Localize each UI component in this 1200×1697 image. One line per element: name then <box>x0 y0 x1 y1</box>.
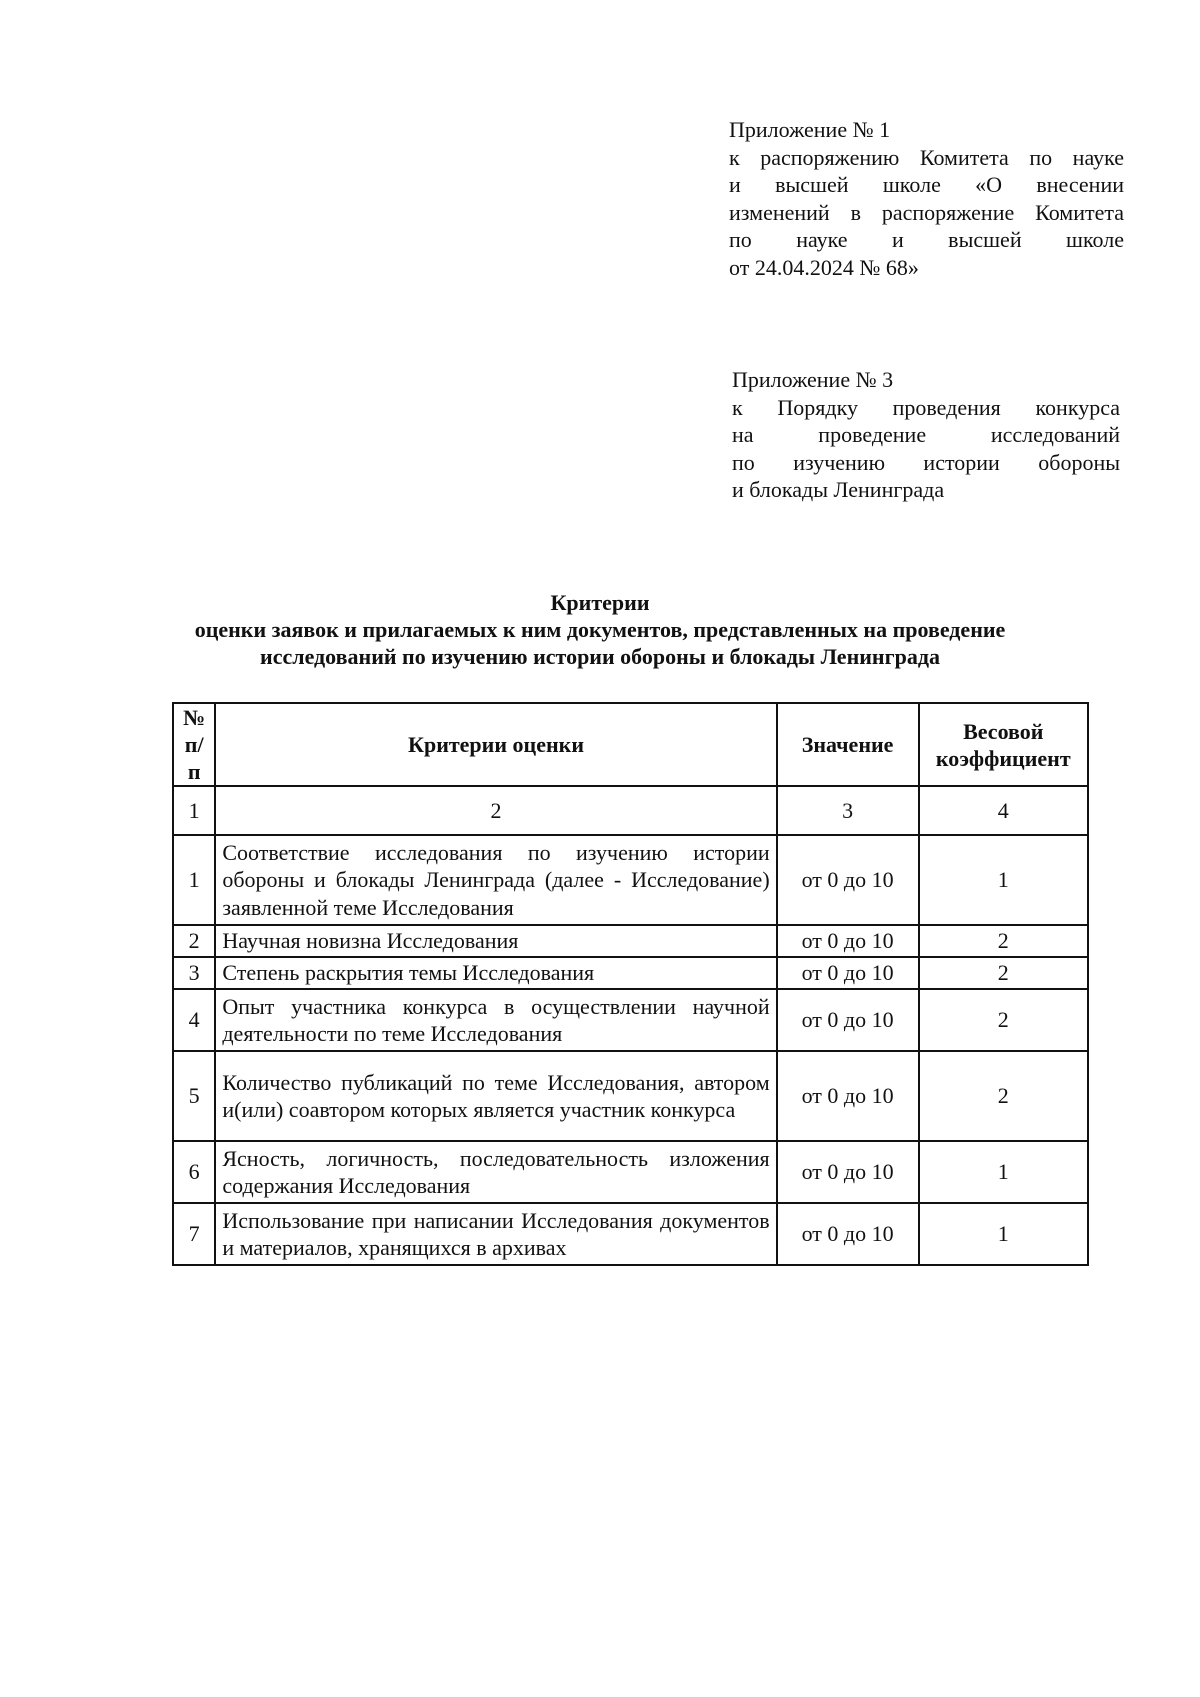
row-number: 7 <box>173 1203 215 1265</box>
row-criteria: Научная новизна Исследования <box>215 925 776 957</box>
appendix-1-heading: Приложение № 1 <box>729 117 891 142</box>
row-value: от 0 до 10 <box>777 1051 919 1141</box>
row-number: 6 <box>173 1141 215 1203</box>
header-number-line-1: № <box>183 705 206 730</box>
title-line-2: оценки заявок и прилагаемых к ним документов, представленных на проведение <box>194 617 1006 642</box>
row-criteria: Соответствие исследования по изучению истории обороны и блокады Ленинграда (далее - Исследование) заявленной теме Исследования <box>215 835 776 925</box>
table-row <box>173 1141 1088 1203</box>
column-number-cell: 3 <box>777 786 919 835</box>
document-title <box>150 589 1050 670</box>
table-row <box>173 835 1088 925</box>
header-weight-line-1: Весовой <box>963 718 1044 744</box>
appendix-1-block <box>729 116 1124 281</box>
row-number: 5 <box>173 1051 215 1141</box>
row-weight: 2 <box>919 957 1088 989</box>
appendix-3-heading: Приложение № 3 <box>732 367 894 392</box>
row-value: от 0 до 10 <box>777 1203 919 1265</box>
appendix-3-line-3: по изучению истории обороны <box>732 449 1120 475</box>
table-row <box>173 957 1088 989</box>
row-value: от 0 до 10 <box>777 989 919 1051</box>
appendix-1-line-5: от 24.04.2024 № 68» <box>729 254 919 280</box>
row-criteria: Количество публикаций по теме Исследования, автором и(или) соавтором которых является участник конкурса <box>215 1051 776 1141</box>
table-row <box>173 1051 1088 1141</box>
row-criteria: Опыт участника конкурса в осуществлении научной деятельности по теме Исследования <box>215 989 776 1051</box>
header-value: Значение <box>777 703 919 786</box>
row-weight: 1 <box>919 835 1088 925</box>
row-value: от 0 до 10 <box>777 925 919 957</box>
column-number-cell: 1 <box>173 786 215 835</box>
column-number-cell: 2 <box>215 786 776 835</box>
appendix-3-line-2: на проведение исследований <box>732 422 1120 447</box>
table-row <box>173 989 1088 1051</box>
row-weight: 1 <box>919 1141 1088 1203</box>
row-number: 3 <box>173 957 215 989</box>
row-number: 4 <box>173 989 215 1051</box>
title-line-3: исследований по изучению истории обороны и блокады Ленинграда <box>260 644 940 669</box>
column-number-cell: 4 <box>919 786 1088 835</box>
header-weight <box>919 703 1088 786</box>
row-value: от 0 до 10 <box>777 835 919 925</box>
appendix-1-line-1: к распоряжению Комитета по науке <box>729 144 1124 170</box>
row-weight: 2 <box>919 989 1088 1051</box>
header-number-line-2: п/п <box>184 732 204 784</box>
row-criteria: Использование при написании Исследования документов и материалов, хранящихся в архивах <box>215 1203 776 1265</box>
appendix-1-line-4: по науке и высшей школе <box>729 227 1124 252</box>
row-value: от 0 до 10 <box>777 957 919 989</box>
row-number: 1 <box>173 835 215 925</box>
table-row <box>173 925 1088 957</box>
appendix-3-line-1: к Порядку проведения конкурса <box>732 394 1120 420</box>
header-weight-line-2: коэффициент <box>935 745 1071 771</box>
table-header-row <box>173 703 1088 786</box>
header-number <box>173 703 215 786</box>
appendix-1-line-3: изменений в распоряжение Комитета <box>729 199 1124 225</box>
appendix-1-line-2: и высшей школе «О внесении <box>729 172 1124 197</box>
criteria-table <box>172 702 1089 1266</box>
row-weight: 2 <box>919 925 1088 957</box>
row-number: 2 <box>173 925 215 957</box>
appendix-3-line-4: и блокады Ленинграда <box>732 477 945 502</box>
row-value: от 0 до 10 <box>777 1141 919 1203</box>
header-criteria: Критерии оценки <box>215 703 776 786</box>
table-row <box>173 1203 1088 1265</box>
title-line-1: Критерии <box>550 590 650 615</box>
row-criteria: Степень раскрытия темы Исследования <box>215 957 776 989</box>
appendix-3-block <box>732 366 1120 504</box>
row-criteria: Ясность, логичность, последовательность изложения содержания Исследования <box>215 1141 776 1203</box>
row-weight: 1 <box>919 1203 1088 1265</box>
row-weight: 2 <box>919 1051 1088 1141</box>
column-number-row <box>173 786 1088 835</box>
